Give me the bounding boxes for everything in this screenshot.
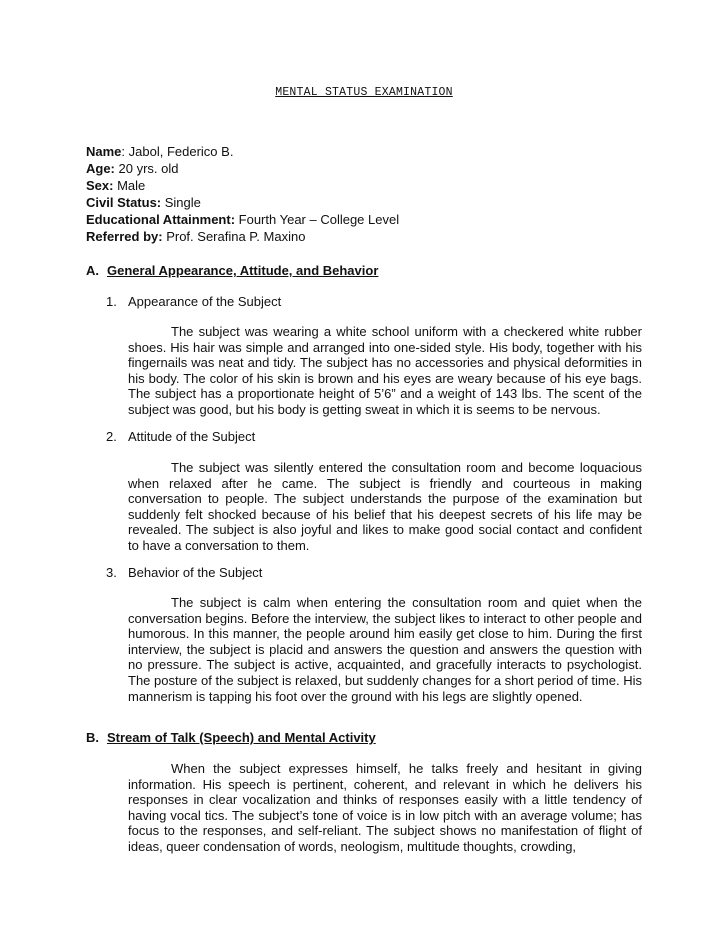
info-value: Prof. Serafina P. Maxino <box>166 229 306 244</box>
subsection-title: Behavior of the Subject <box>128 565 263 580</box>
subsection-number: 1. <box>106 294 117 309</box>
info-name <box>86 143 686 160</box>
behavior-paragraph: The subject is calm when entering the consultation room and quiet when the conversation begins. Before the interview, the subject likes to interact to other people and humorous. In this manner, the people around him easily get close to him. During the first interview, the subject is placid and answers the question and answers the question with no pressure. The subject is active, acquainted, and gracefully interacts to psychologist. The posture of the subject is relaxed, but suddenly changes for a short period of time. His mannerism is tapping his foot over the ground with his legs are slightly opened. <box>128 595 642 704</box>
info-civil-status <box>86 194 686 211</box>
subsection-title: Attitude of the Subject <box>128 429 256 444</box>
info-label: Civil Status: <box>86 195 162 210</box>
info-label: Referred by: <box>86 229 163 244</box>
section-title: General Appearance, Attitude, and Behavior <box>107 263 379 278</box>
info-value: Fourth Year – College Level <box>238 212 400 227</box>
subsection-number: 3. <box>106 565 117 580</box>
info-value: Single <box>164 195 201 210</box>
info-label: Age: <box>86 161 115 176</box>
info-label: Name <box>86 144 122 159</box>
section-letter: A. <box>86 263 99 278</box>
document-title: MENTAL STATUS EXAMINATION <box>275 86 453 99</box>
subsection-attitude-heading <box>106 429 255 444</box>
subsection-behavior-heading <box>106 565 262 580</box>
info-age <box>86 160 686 177</box>
attitude-paragraph: The subject was silently entered the consultation room and become loquacious when relaxed after he came. The subject is friendly and courteous in making conversation to people. The subject understands the purpose of the examination but suddenly felt shocked because of his belief that his deepest secrets of his life may be revealed. The subject is also joyful and likes to make good social contact and confident to have a conversation to them. <box>128 460 642 553</box>
info-educational-attainment <box>86 211 686 228</box>
subsection-title: Appearance of the Subject <box>128 294 282 309</box>
speech-paragraph: When the subject expresses himself, he talks freely and hesitant in giving information. His speech is pertinent, coherent, and relevant in which he delivers his responses in clear vocalization and thinks of responses easily with a little tendency of having vocal tics. The subject’s tone of voice is in low pitch with an average volume; has focus to the responses, and self-reliant. The subject shows no manifestation of flight of ideas, queer condensation of words, neologism, multitude thoughts, crowding, <box>128 761 642 854</box>
subject-info <box>86 143 686 245</box>
info-value: Jabol, Federico B. <box>128 144 234 159</box>
info-separator: : <box>121 144 129 159</box>
info-value: 20 yrs. old <box>118 161 179 176</box>
subsection-number: 2. <box>106 429 117 444</box>
subsection-appearance-heading <box>106 294 281 309</box>
section-letter: B. <box>86 730 99 745</box>
info-label: Sex: <box>86 178 114 193</box>
info-referred-by <box>86 228 686 245</box>
info-value: Male <box>117 178 146 193</box>
section-b-heading <box>86 730 376 745</box>
info-label: Educational Attainment: <box>86 212 236 227</box>
section-title: Stream of Talk (Speech) and Mental Activity <box>107 730 376 745</box>
section-a-heading <box>86 263 378 278</box>
appearance-paragraph: The subject was wearing a white school uniform with a checkered white rubber shoes. His hair was simple and arranged into one-sided style. His body, together with his fingernails was neat and tidy. The subject has no accessories and physical deformities in his body. The color of his skin is brown and his eyes are weary because of his eye bags. The subject has a proportionate height of 5’6” and a weight of 143 lbs. The scent of the subject was good, but his body is getting sweat in which it is seems to be nervous. <box>128 324 642 417</box>
info-sex <box>86 177 686 194</box>
